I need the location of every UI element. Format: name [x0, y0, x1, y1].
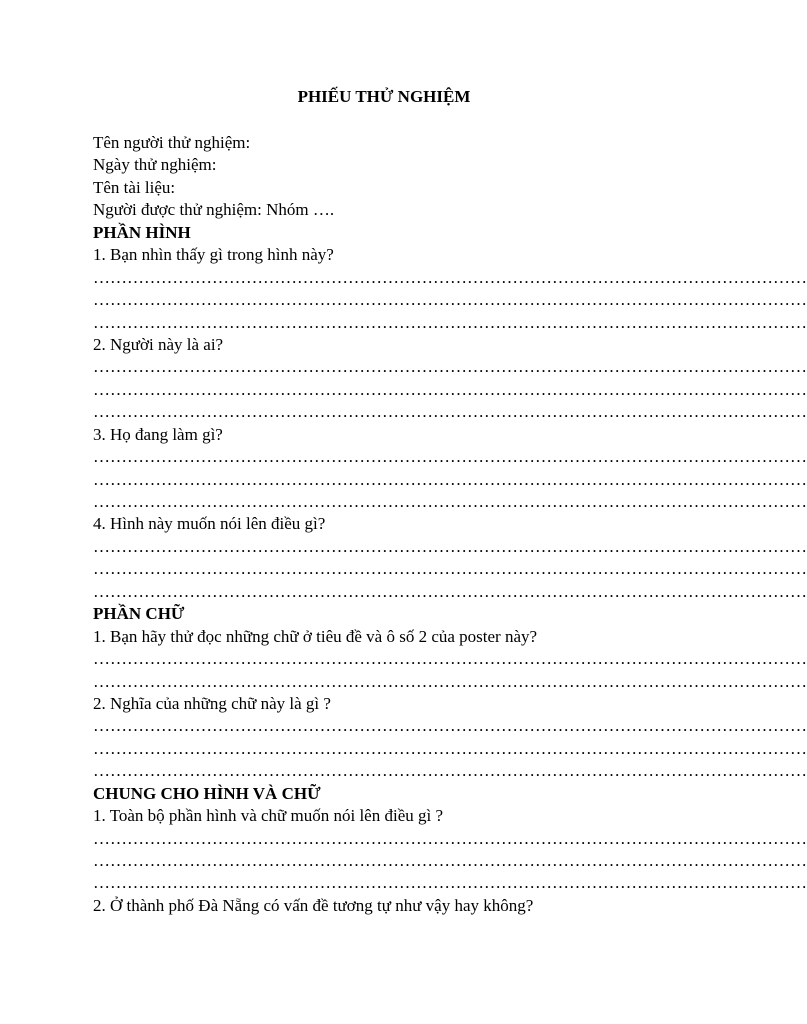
answer-dotted-line: ………………………………………………………………………………………………………………: [93, 312, 807, 332]
answer-dotted-line: ………………………………………………………………………………………………………………: [93, 379, 807, 399]
answer-dotted-line: ………………………………………………………………………………………………………………: [93, 581, 807, 601]
section-heading: PHẦN CHỮ: [93, 604, 185, 624]
info-line: Ngày thử nghiệm:: [93, 155, 217, 175]
answer-dotted-line: ………………………………………………………………………………………………………………: [93, 402, 807, 422]
info-line: Tên người thử nghiệm:: [93, 133, 251, 152]
info-line: Tên tài liệu:: [93, 177, 176, 197]
answer-dotted-line: ………………………………………………………………………………………………………………: [93, 536, 807, 556]
document-body: [93, 132, 807, 917]
answer-dotted-line: ………………………………………………………………………………………………………………: [93, 761, 807, 781]
section-heading: CHUNG CHO HÌNH VÀ CHỮ: [93, 783, 321, 803]
answer-dotted-line: ………………………………………………………………………………………………………………: [93, 290, 807, 310]
question-text: 1. Toàn bộ phần hình và chữ muốn nói lên điều gì ?: [93, 806, 444, 826]
answer-dotted-line: ………………………………………………………………………………………………………………: [93, 873, 807, 893]
answer-dotted-line: ………………………………………………………………………………………………………………: [93, 671, 807, 691]
answer-dotted-line: ………………………………………………………………………………………………………………: [93, 851, 807, 870]
question-text: 2. Người này là ai?: [93, 334, 224, 354]
answer-dotted-line: ………………………………………………………………………………………………………………: [93, 469, 807, 489]
answer-dotted-line: ………………………………………………………………………………………………………………: [93, 738, 807, 758]
question-text: 2. Nghĩa của những chữ này là gì ?: [93, 693, 331, 713]
question-text: 2. Ở thành phố Đà Nẵng có vấn đề tương tự như vậy hay không?: [93, 895, 534, 915]
answer-dotted-line: ………………………………………………………………………………………………………………: [93, 492, 807, 511]
answer-dotted-line: ………………………………………………………………………………………………………………: [93, 716, 807, 736]
section-heading: PHẦN HÌNH: [93, 222, 191, 242]
question-text: 1. Bạn hãy thử đọc những chữ ở tiêu đề và ô số 2 của poster này?: [93, 626, 538, 646]
question-text: 4. Hình này muốn nói lên điều gì?: [93, 514, 326, 534]
question-text: 3. Họ đang làm gì?: [93, 424, 223, 444]
document-title: PHIẾU THỬ NGHIỆM: [297, 87, 471, 106]
answer-dotted-line: ………………………………………………………………………………………………………………: [93, 267, 807, 287]
answer-dotted-line: ………………………………………………………………………………………………………………: [93, 649, 807, 669]
info-line: Người được thử nghiệm: Nhóm ….: [93, 200, 335, 220]
answer-dotted-line: ………………………………………………………………………………………………………………: [93, 828, 807, 848]
question-text: 1. Bạn nhìn thấy gì trong hình này?: [93, 245, 334, 265]
answer-dotted-line: ………………………………………………………………………………………………………………: [93, 357, 807, 377]
answer-dotted-line: ………………………………………………………………………………………………………………: [93, 559, 807, 579]
answer-dotted-line: ………………………………………………………………………………………………………………: [93, 447, 807, 467]
